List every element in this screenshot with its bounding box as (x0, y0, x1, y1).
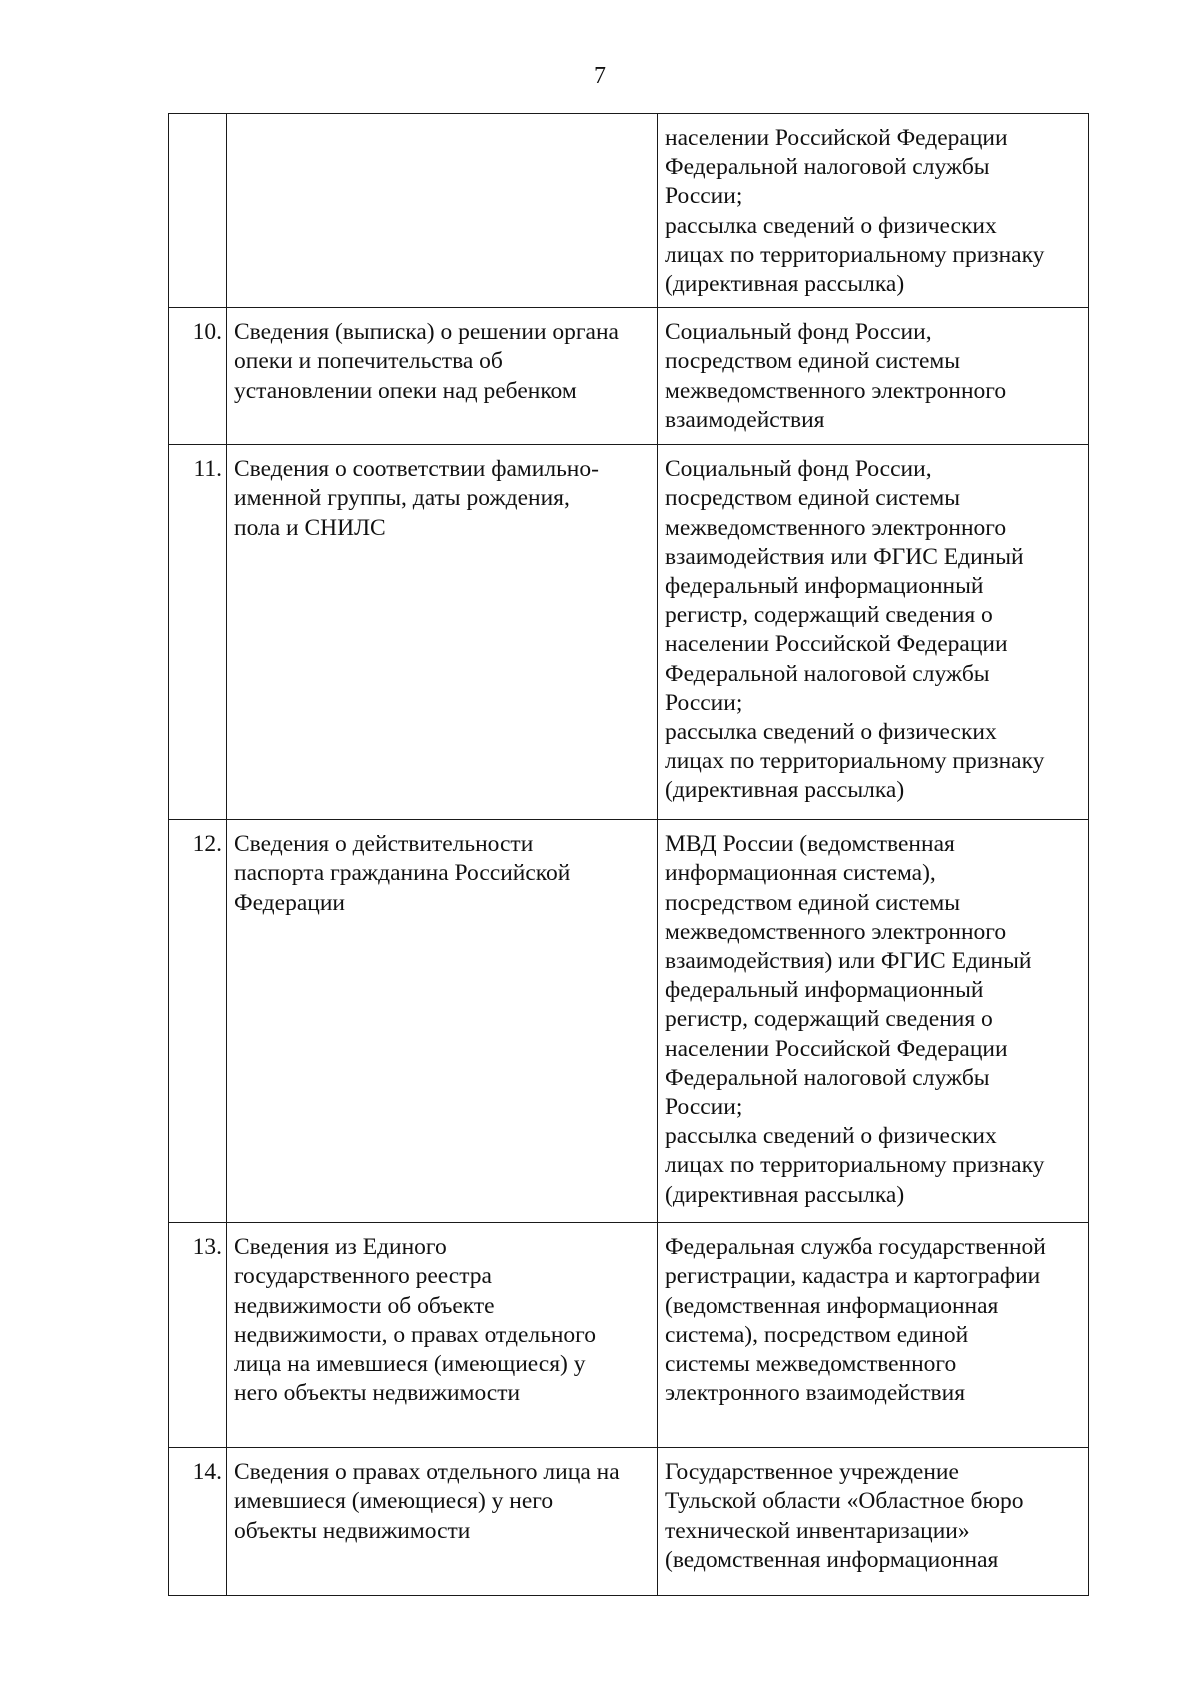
info-line: объекты недвижимости (234, 1517, 471, 1544)
source-line: взаимодействия (665, 406, 825, 433)
info-cell (227, 1223, 658, 1448)
info-line: недвижимости об объекте (234, 1292, 495, 1319)
row-number: 13. (169, 1223, 227, 1448)
source-line: посредством единой системы (665, 485, 961, 512)
source-line: посредством единой системы (665, 348, 961, 375)
source-line: лицах по территориальному признаку (665, 241, 1045, 268)
source-line: регистр, содержащий сведения о (665, 1006, 993, 1033)
source-line: системы межведомственного (665, 1351, 957, 1378)
page-number: 7 (594, 63, 606, 89)
source-line: федеральный информационный (665, 977, 984, 1004)
source-line: (ведомственная информационная (665, 1546, 999, 1573)
source-line: межведомственного электронного (665, 377, 1007, 404)
source-line: Федеральной налоговой службы (665, 154, 990, 181)
source-cell (658, 308, 1089, 445)
source-line: Федеральная служба государственной (665, 1234, 1046, 1261)
source-cell (658, 1448, 1089, 1596)
info-line: опеки и попечительства об (234, 348, 503, 375)
table-row (169, 1448, 1089, 1596)
info-line: лица на имевшиеся (имеющиеся) у (234, 1351, 586, 1378)
info-line: паспорта гражданина Российской (234, 860, 571, 887)
info-line: именной группы, даты рождения, (234, 485, 570, 512)
source-line: Государственное учреждение (665, 1459, 959, 1486)
source-line: федеральный информационный (665, 573, 984, 600)
source-line: (директивная рассылка) (665, 777, 905, 804)
source-cell (658, 820, 1089, 1223)
source-line: взаимодействия или ФГИС Единый (665, 543, 1024, 570)
row-number: 14. (169, 1448, 227, 1596)
source-line: (директивная рассылка) (665, 271, 905, 298)
source-cell (658, 1223, 1089, 1448)
source-cell (658, 114, 1089, 308)
info-cell (227, 114, 658, 308)
info-line: недвижимости, о правах отдельного (234, 1321, 596, 1348)
source-line: России; (665, 183, 743, 210)
row-number: 12. (169, 820, 227, 1223)
source-line: взаимодействия) или ФГИС Единый (665, 948, 1032, 975)
source-cell (658, 445, 1089, 820)
source-line: населении Российской Федерации (665, 1035, 1008, 1062)
table-row (169, 114, 1089, 308)
info-line: Сведения о действительности (234, 831, 534, 858)
table-row (169, 1223, 1089, 1448)
info-cell (227, 1448, 658, 1596)
source-line: межведомственного электронного (665, 514, 1007, 541)
source-line: межведомственного электронного (665, 918, 1007, 945)
info-line: него объекты недвижимости (234, 1380, 521, 1407)
source-line: Социальный фонд России, (665, 456, 932, 483)
source-line: населении Российской Федерации (665, 125, 1008, 151)
source-line: России; (665, 689, 743, 716)
info-line: Сведения (выписка) о решении органа (234, 319, 619, 346)
source-line: Тульской области «Областное бюро (665, 1488, 1024, 1515)
info-line: государственного реестра (234, 1263, 492, 1290)
info-line: Сведения из Единого (234, 1234, 447, 1261)
source-line: населении Российской Федерации (665, 631, 1008, 658)
row-number: 11. (169, 445, 227, 820)
info-line: установлении опеки над ребенком (234, 377, 577, 404)
info-cell (227, 820, 658, 1223)
info-line: Сведения о соответствии фамильно- (234, 456, 599, 483)
table-row (169, 445, 1089, 820)
row-number: 10. (169, 308, 227, 445)
source-line: лицах по территориальному признаку (665, 748, 1045, 775)
source-line: (директивная рассылка) (665, 1181, 905, 1208)
source-line: технической инвентаризации» (665, 1517, 970, 1544)
source-line: система), посредством единой (665, 1321, 969, 1348)
source-line: лицах по территориальному признаку (665, 1152, 1045, 1179)
source-line: Социальный фонд России, (665, 319, 932, 346)
row-number (169, 114, 227, 308)
source-line: Федеральной налоговой службы (665, 660, 990, 687)
source-line: рассылка сведений о физических (665, 719, 997, 746)
source-line: рассылка сведений о физических (665, 212, 997, 239)
info-cell (227, 445, 658, 820)
info-line: пола и СНИЛС (234, 514, 386, 541)
document-table (168, 113, 1089, 1596)
source-line: регистрации, кадастра и картографии (665, 1263, 1041, 1290)
source-line: рассылка сведений о физических (665, 1123, 997, 1150)
source-line: посредством единой системы (665, 889, 961, 916)
source-line: регистр, содержащий сведения о (665, 602, 993, 629)
source-line: МВД России (ведомственная (665, 831, 955, 858)
info-line: Сведения о правах отдельного лица на (234, 1459, 620, 1486)
source-line: электронного взаимодействия (665, 1380, 966, 1407)
table-row (169, 308, 1089, 445)
table-row (169, 820, 1089, 1223)
info-line: имевшиеся (имеющиеся) у него (234, 1488, 554, 1515)
info-line: Федерации (234, 889, 345, 916)
source-line: информационная система), (665, 860, 936, 887)
source-line: Федеральной налоговой службы (665, 1064, 990, 1091)
source-line: (ведомственная информационная (665, 1292, 999, 1319)
source-line: России; (665, 1094, 743, 1121)
info-cell (227, 308, 658, 445)
